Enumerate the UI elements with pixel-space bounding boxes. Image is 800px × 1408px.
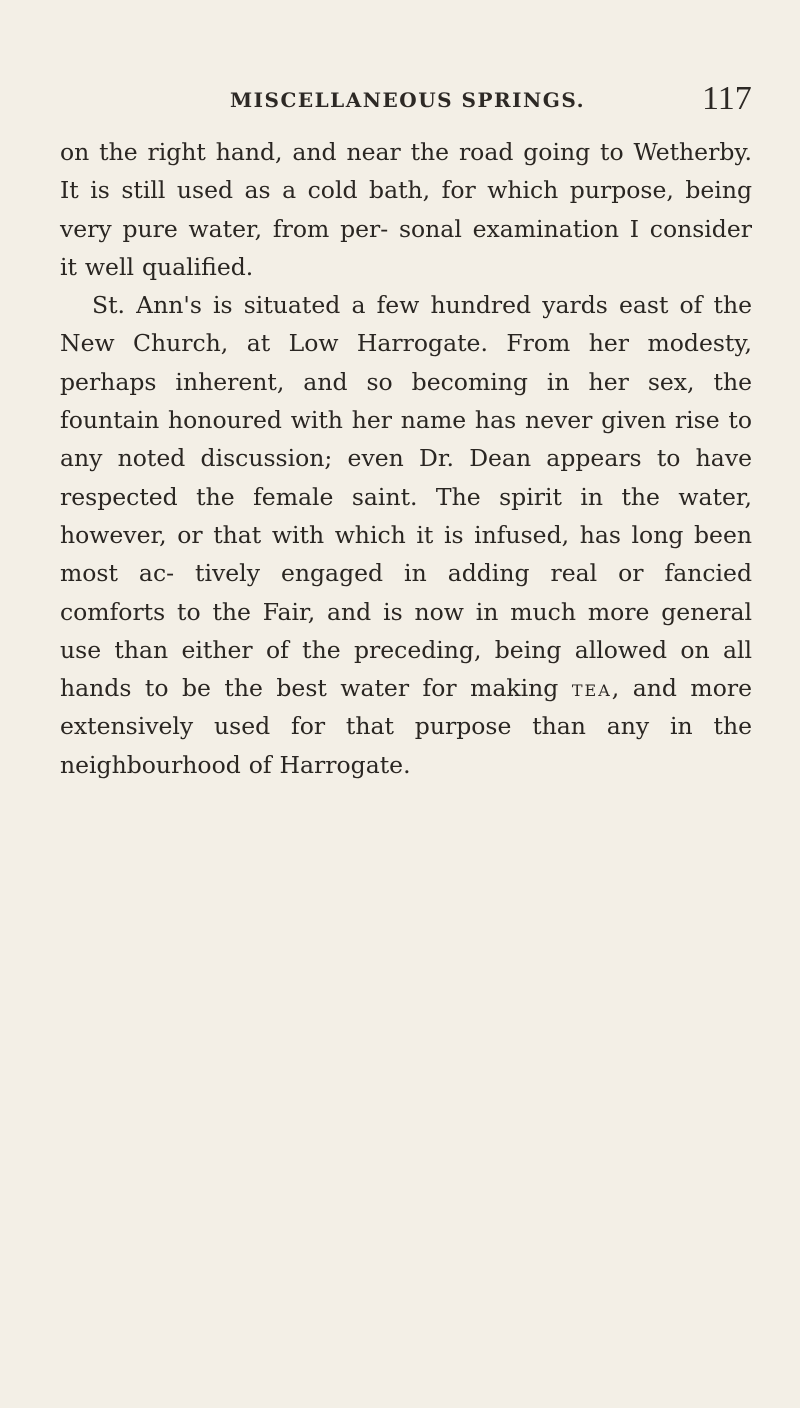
- body-text: [60, 133, 752, 784]
- paragraph-1: on the right hand, and near the road going to Wetherby. It is still used as a cold bath, for which purpose, being very pure water, from per- sonal examination I consider it well qualified.: [60, 138, 752, 281]
- paragraph-2: [60, 286, 752, 784]
- paragraph-2-text-end: , and more extensively used for that purpose than any in the neighbourhood of Harrogate.: [60, 674, 752, 779]
- paragraph-2-text-start: St. Ann's is situated a few hundred yards east of the New Church, at Low Harrogate. From her modesty, perhaps inherent, and so becoming in her sex, the fountain honoured with her name has never given rise to any noted discussion; even Dr. Dean appears to have respected the female saint. The spirit in the water, however, or that with which it is infused, has long been most ac- tively engaged in adding real or fancied comforts to the Fair, and is now in much more general use than either of the preceding, being allowed on all hands to be the best water for making: [60, 291, 752, 703]
- running-head: MISCELLANEOUS SPRINGS.: [230, 88, 586, 112]
- small-caps-word: tea: [571, 674, 612, 703]
- page-number: 117: [702, 80, 752, 117]
